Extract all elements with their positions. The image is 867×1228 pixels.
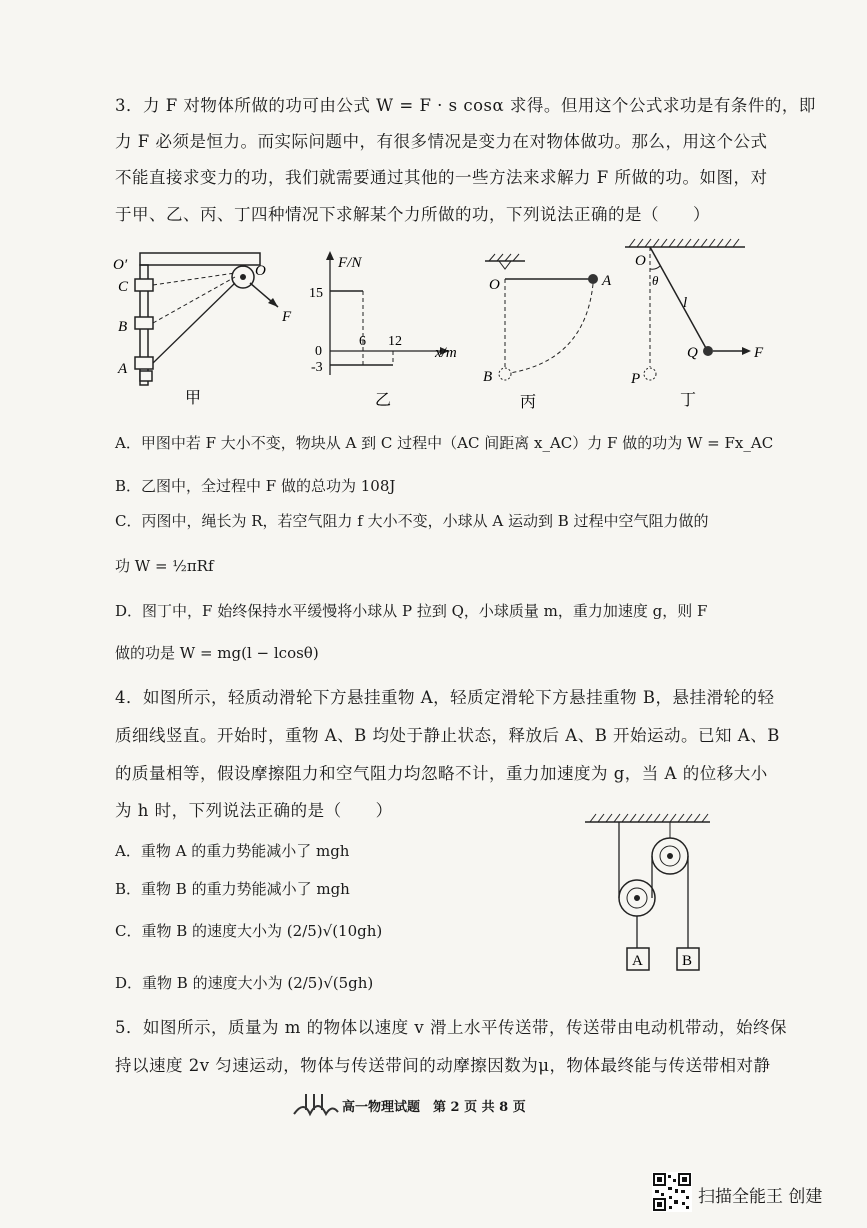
- q3-option-d-line-1: D．图丁中，F 始终保持水平缓慢将小球从 P 拉到 Q，小球质量 m，重力加速度 g，则 F: [115, 602, 708, 620]
- label-0: 0: [315, 344, 322, 359]
- label-q: Q: [687, 345, 698, 361]
- caption-ding: 丁: [680, 392, 697, 409]
- q3-option-a: A．甲图中若 F 大小不变，物块从 A 到 C 过程中（AC 间距离 x_AC）力 F 做的功为 W = Fx_AC: [115, 434, 774, 452]
- q4-line-3: 的质量相等，假设摩擦阻力和空气阻力均忽略不计，重力加速度为 g，当 A 的位移大小: [115, 764, 768, 783]
- label-o: O: [489, 277, 500, 293]
- q4-option-d: D．重物 B 的速度大小为 (2/5)√(5gh): [115, 974, 374, 992]
- label-15: 15: [309, 286, 323, 301]
- label-fn: F/N: [338, 255, 362, 271]
- label-a: A: [602, 273, 612, 289]
- figure-jia: [110, 245, 310, 415]
- q4-option-b: B．重物 B 的重力势能减小了 mgh: [115, 880, 350, 898]
- label-f: F: [282, 309, 292, 325]
- label-theta: θ: [652, 273, 659, 288]
- label-6: 6: [359, 334, 366, 349]
- label-o: O: [255, 263, 266, 279]
- q3-option-b: B．乙图中，全过程中 F 做的总功为 108J: [115, 477, 396, 495]
- label-neg3: -3: [311, 360, 323, 375]
- q3-option-c-line-1: C．丙图中，绳长为 R，若空气阻力 f 大小不变，小球从 A 运动到 B 过程中空气阻力做的: [115, 512, 709, 530]
- figure-ding: [615, 235, 775, 415]
- watermark-text: 扫描全能王 创建: [698, 1187, 823, 1207]
- caption-bing: 丙: [520, 394, 537, 411]
- weight-a-label: A: [632, 953, 643, 969]
- q3-line-1: 3．力 F 对物体所做的功可由公式 W = F · s cosα 求得。但用这个公式求功是有条件的，即: [115, 96, 816, 115]
- label-a: A: [118, 361, 128, 377]
- figure-bing: [475, 245, 625, 415]
- q4-option-a: A．重物 A 的重力势能减小了 mgh: [115, 842, 350, 860]
- label-l: l: [683, 295, 688, 311]
- label-12: 12: [388, 334, 402, 349]
- q3-option-d-line-2: 做的功是 W = mg(l − lcosθ): [115, 644, 319, 662]
- label-o-prime: O′: [113, 257, 128, 273]
- label-o: O: [635, 253, 646, 269]
- q4-line-2: 质细线竖直。开始时，重物 A、B 均处于静止状态，释放后 A、B 开始运动。已知 A、B: [115, 726, 780, 745]
- q4-line-1: 4．如图所示，轻质动滑轮下方悬挂重物 A，轻质定滑轮下方悬挂重物 B，悬挂滑轮的轻: [115, 688, 775, 707]
- q5-line-2: 持以速度 2v 匀速运动，物体与传送带间的动摩擦因数为μ，物体最终能与传送带相对静: [115, 1056, 771, 1075]
- label-xm: x/m: [435, 345, 457, 361]
- figure-yi: [305, 245, 465, 415]
- q3-line-3: 不能直接求变力的功，我们就需要通过其他的一些方法来求解力 F 所做的功。如图，对: [115, 168, 768, 187]
- label-p: P: [631, 371, 641, 387]
- q4-line-4: 为 h 时，下列说法正确的是（ ）: [115, 801, 393, 820]
- footer-page-info: 高一物理试题 第 2 页 共 8 页: [342, 1100, 526, 1115]
- label-b: B: [483, 369, 493, 385]
- footer-logo-icon: [290, 1090, 340, 1120]
- q3-option-c-line-2: 功 W = ½πRf: [115, 557, 214, 575]
- q5-line-1: 5．如图所示，质量为 m 的物体以速度 v 滑上水平传送带，传送带由电动机带动，始终保: [115, 1018, 787, 1037]
- q3-line-4: 于甲、乙、丙、丁四种情况下求解某个力所做的功，下列说法正确的是（ ）: [115, 205, 710, 224]
- label-c: C: [118, 279, 129, 295]
- caption-jia: 甲: [185, 390, 202, 407]
- caption-yi: 乙: [375, 392, 392, 409]
- label-f: F: [754, 345, 764, 361]
- weight-b-label: B: [682, 953, 693, 969]
- qr-code-icon: [652, 1172, 692, 1212]
- figure-pulley: [580, 808, 730, 978]
- q4-option-c: C．重物 B 的速度大小为 (2/5)√(10gh): [115, 922, 383, 940]
- label-b: B: [118, 319, 128, 335]
- q3-line-2: 力 F 必须是恒力。而实际问题中，有很多情况是变力在对物体做功。那么，用这个公式: [115, 132, 768, 151]
